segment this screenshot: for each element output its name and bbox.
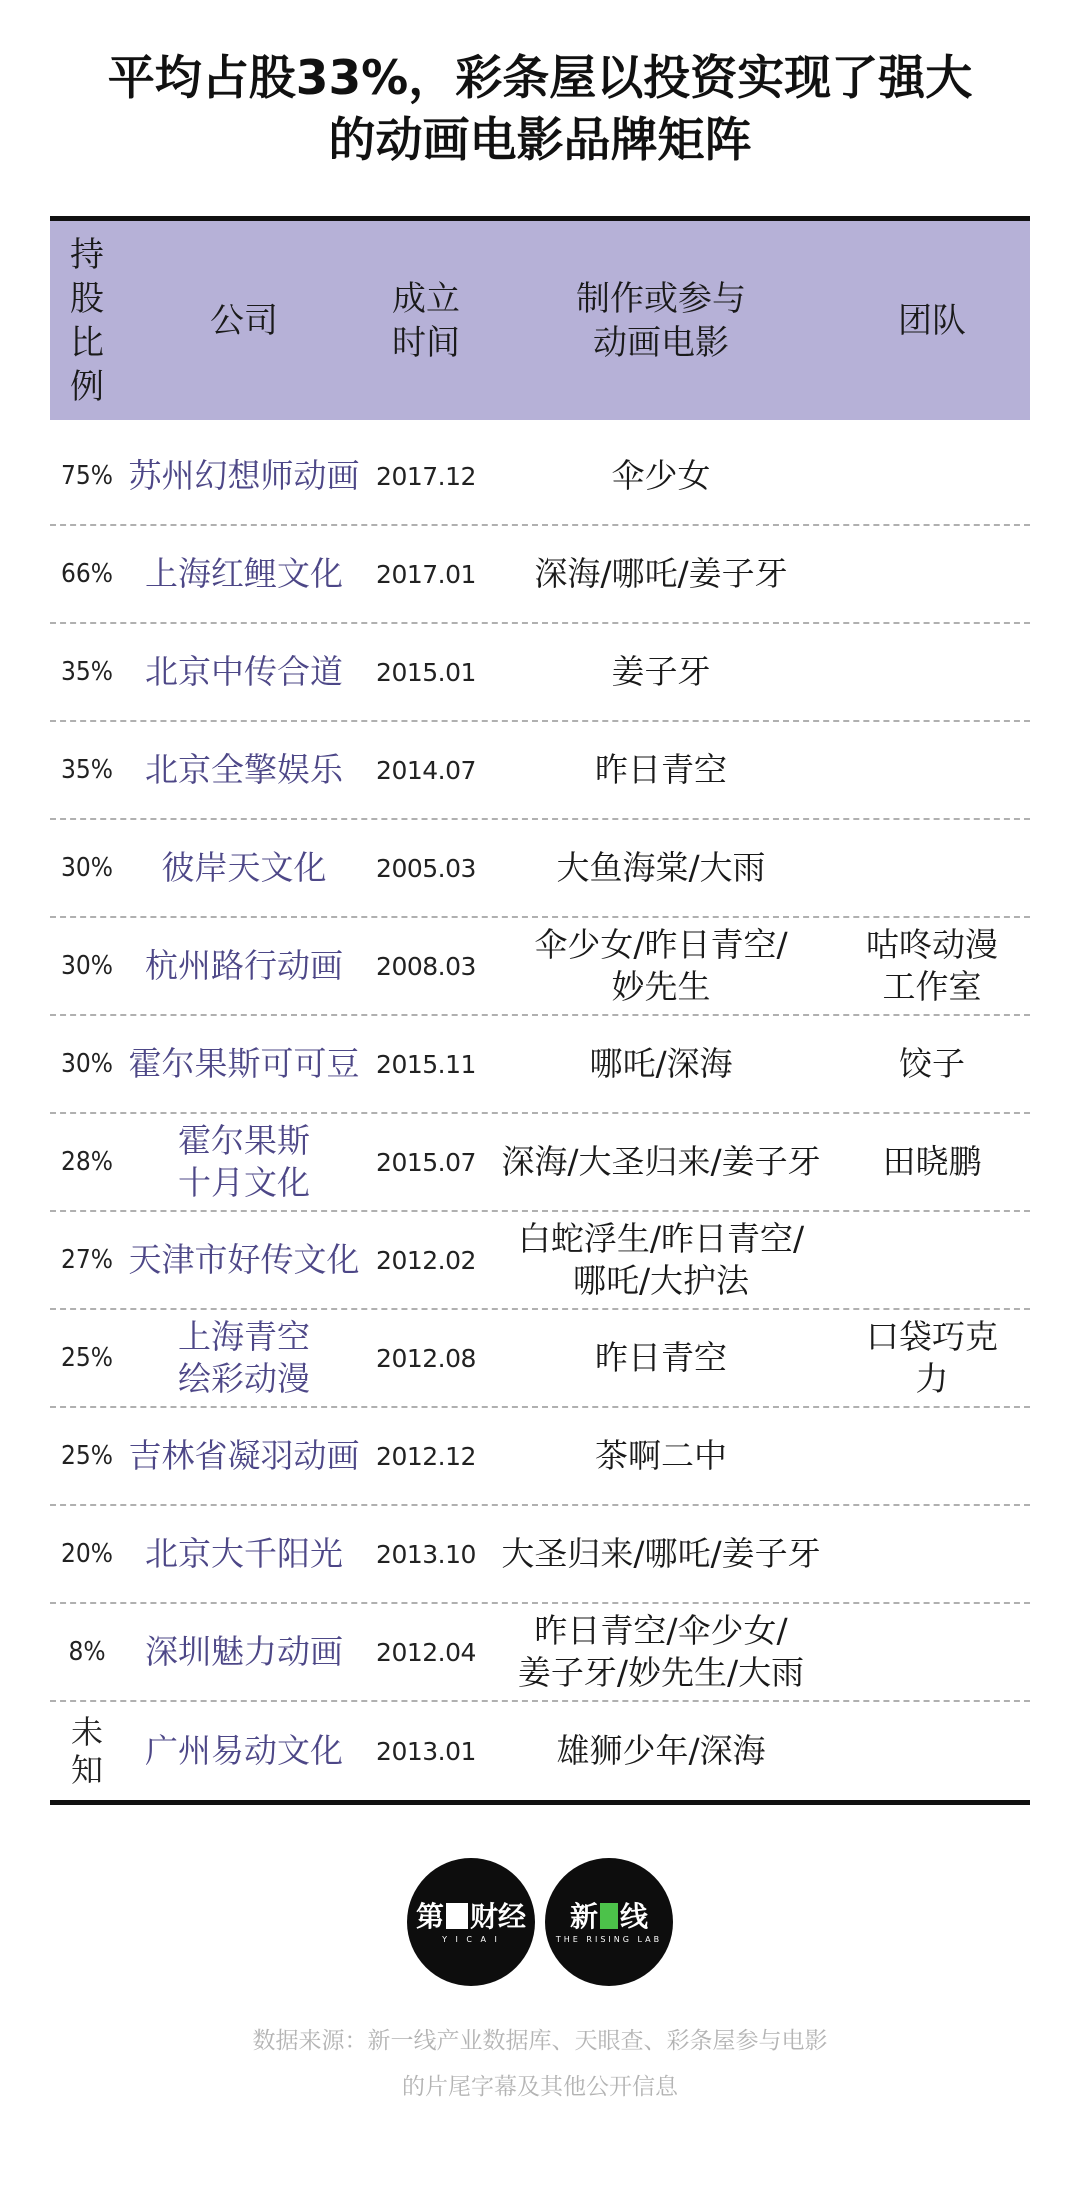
rising-logo-text-a: 新: [569, 1899, 598, 1933]
rising-lab-logo-sub: THE RISING LAB: [555, 1934, 663, 1944]
company-cell: 北京中传合道: [145, 652, 343, 691]
company-cell: 彼岸天文化: [161, 848, 327, 887]
page-title: [0, 48, 1080, 172]
table-row: [50, 624, 1030, 722]
yicai-logo-sub: Y I C A I: [442, 1934, 500, 1944]
table-row: [50, 1702, 1030, 1800]
films-cell: 伞少女/昨日青空/ 妙先生: [534, 925, 788, 1006]
title-line-2: 的动画电影品牌矩阵: [328, 113, 752, 168]
founded-cell: 2008.03: [376, 951, 476, 981]
table-row: [50, 1310, 1030, 1408]
company-cell: 霍尔果斯 十月文化: [178, 1121, 310, 1202]
table-row: [50, 428, 1030, 526]
team-cell: 饺子: [899, 1044, 965, 1083]
team-cell: 口袋巧克 力: [866, 1317, 998, 1398]
table-rows: [50, 428, 1030, 1800]
header-team: 团队: [898, 300, 966, 341]
table-row: [50, 1016, 1030, 1114]
films-cell: 姜子牙: [611, 652, 711, 691]
founded-cell: 2017.01: [376, 559, 476, 589]
share-cell: 25%: [61, 1441, 113, 1471]
title-line-1: 平均占股33%，彩条屋以投资实现了强大: [107, 51, 973, 106]
source-line-1: 数据来源：新一线产业数据库、天眼查、彩条屋参与电影: [252, 2028, 828, 2054]
films-cell: 雄狮少年/深海: [556, 1731, 766, 1770]
company-cell: 吉林省凝羽动画: [128, 1436, 360, 1475]
header-films: 制作或参与 动画电影: [576, 278, 746, 363]
header-company: 公司: [210, 300, 278, 341]
yicai-logo-glyph: [446, 1903, 468, 1929]
founded-cell: 2013.01: [376, 1736, 476, 1766]
share-cell: 25%: [61, 1343, 113, 1373]
founded-cell: 2005.03: [376, 853, 476, 883]
films-cell: 昨日青空: [595, 750, 727, 789]
founded-cell: 2012.04: [376, 1637, 476, 1667]
share-cell: 66%: [61, 559, 113, 589]
films-cell: 大鱼海棠/大雨: [556, 848, 766, 887]
films-cell: 深海/大圣归来/姜子牙: [501, 1142, 821, 1181]
films-cell: 昨日青空/伞少女/ 姜子牙/妙先生/大雨: [517, 1611, 805, 1692]
films-cell: 大圣归来/哪吒/姜子牙: [501, 1534, 821, 1573]
company-cell: 杭州路行动画: [145, 946, 343, 985]
yicai-logo-text-b: 财经: [470, 1899, 527, 1933]
share-cell: 30%: [61, 1049, 113, 1079]
rising-logo-glyph: [600, 1903, 618, 1929]
share-cell: 27%: [61, 1245, 113, 1275]
films-cell: 茶啊二中: [595, 1436, 727, 1475]
share-cell: 35%: [61, 657, 113, 687]
films-cell: 白蛇浮生/昨日青空/ 哪吒/大护法: [517, 1219, 805, 1300]
yicai-logo-mark: [416, 1901, 526, 1933]
logo-group: [0, 1858, 1080, 1986]
table-header: [50, 221, 1030, 420]
investment-table: [50, 216, 1030, 1805]
share-cell: 28%: [61, 1147, 113, 1177]
company-cell: 上海青空 绘彩动漫: [178, 1317, 310, 1398]
share-cell: 30%: [61, 951, 113, 981]
table-row: [50, 820, 1030, 918]
table-row: [50, 1408, 1030, 1506]
team-cell: 田晓鹏: [882, 1142, 982, 1181]
team-cell: 咕咚动漫 工作室: [866, 925, 998, 1006]
rising-lab-logo: [545, 1858, 673, 1986]
table-row: [50, 918, 1030, 1016]
films-cell: 昨日青空: [595, 1338, 727, 1377]
company-cell: 天津市好传文化: [128, 1240, 360, 1279]
founded-cell: 2014.07: [376, 755, 476, 785]
company-cell: 上海红鲤文化: [145, 554, 343, 593]
rising-lab-logo-mark: [570, 1901, 648, 1933]
founded-cell: 2015.01: [376, 657, 476, 687]
table-bottom-rule: [50, 1800, 1030, 1805]
founded-cell: 2012.12: [376, 1441, 476, 1471]
films-cell: 深海/哪吒/姜子牙: [534, 554, 788, 593]
table-body-spacer: [50, 420, 1030, 428]
share-cell: 8%: [68, 1637, 106, 1667]
company-cell: 深圳魅力动画: [145, 1632, 343, 1671]
share-cell: 未 知: [70, 1713, 103, 1789]
founded-cell: 2015.11: [376, 1049, 476, 1079]
founded-cell: 2015.07: [376, 1147, 476, 1177]
share-cell: 20%: [61, 1539, 113, 1569]
table-row: [50, 1212, 1030, 1310]
share-cell: 35%: [61, 755, 113, 785]
company-cell: 北京大千阳光: [145, 1534, 343, 1573]
yicai-logo-text-a: 第: [415, 1899, 444, 1933]
founded-cell: 2012.08: [376, 1343, 476, 1373]
table-row: [50, 1506, 1030, 1604]
table-row: [50, 722, 1030, 820]
share-cell: 75%: [61, 461, 113, 491]
films-cell: 伞少女: [611, 456, 711, 495]
table-row: [50, 1604, 1030, 1702]
company-cell: 苏州幻想师动画: [128, 456, 360, 495]
share-cell: 30%: [61, 853, 113, 883]
films-cell: 哪吒/深海: [589, 1044, 733, 1083]
table-row: [50, 1114, 1030, 1212]
founded-cell: 2013.10: [376, 1539, 476, 1569]
company-cell: 广州易动文化: [145, 1731, 343, 1770]
header-founded: 成立 时间: [392, 278, 460, 363]
table-row: [50, 526, 1030, 624]
company-cell: 北京全擎娱乐: [145, 750, 343, 789]
source-line-2: 的片尾字幕及其他公开信息: [402, 2074, 678, 2100]
yicai-logo: [407, 1858, 535, 1986]
founded-cell: 2017.12: [376, 461, 476, 491]
company-cell: 霍尔果斯可可豆: [128, 1044, 360, 1083]
table-body: [50, 420, 1030, 1800]
founded-cell: 2012.02: [376, 1245, 476, 1275]
data-source-note: [0, 2018, 1080, 2110]
header-share: 持 股 比 例: [70, 234, 104, 407]
rising-logo-text-b: 线: [620, 1899, 649, 1933]
